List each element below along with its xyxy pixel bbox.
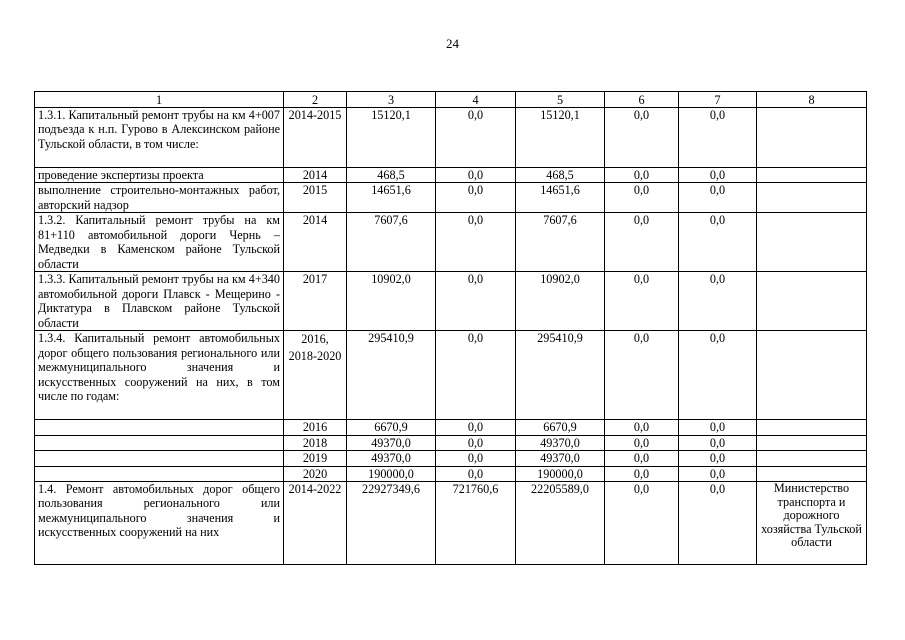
item-c4: 0,0	[436, 331, 516, 420]
item-c6: 0,0	[605, 331, 679, 420]
item-total: 6670,9	[347, 420, 436, 435]
item-total: 468,5	[347, 168, 436, 183]
item-executor	[757, 451, 867, 466]
table-row	[35, 420, 867, 435]
item-name: выполнение строительно-монтажных работ, авторский надзор	[35, 183, 284, 213]
item-c4: 0,0	[436, 466, 516, 481]
item-name	[35, 466, 284, 481]
item-executor	[757, 183, 867, 213]
table-header-row	[35, 92, 867, 108]
item-total: 7607,6	[347, 213, 436, 272]
table-row	[35, 272, 867, 331]
item-executor	[757, 466, 867, 481]
item-executor	[757, 420, 867, 435]
item-c5: 49370,0	[516, 435, 605, 450]
table-row	[35, 482, 867, 565]
item-years: 2014-2022	[284, 482, 347, 565]
table-row	[35, 183, 867, 213]
item-name: 1.3.3. Капитальный ремонт трубы на км 4+340 автомобильной дороги Плавск - Мещерино - Диктатура в Плавском районе Тульской области	[35, 272, 284, 331]
table-row	[35, 213, 867, 272]
item-c6: 0,0	[605, 108, 679, 168]
item-executor	[757, 108, 867, 168]
item-c5: 49370,0	[516, 451, 605, 466]
item-total: 10902,0	[347, 272, 436, 331]
table-row	[35, 466, 867, 481]
item-c7: 0,0	[679, 183, 757, 213]
item-c5: 10902,0	[516, 272, 605, 331]
item-years: 2019	[284, 451, 347, 466]
item-total: 295410,9	[347, 331, 436, 420]
page-number: 24	[446, 36, 459, 51]
item-total: 49370,0	[347, 451, 436, 466]
item-c7: 0,0	[679, 168, 757, 183]
item-total: 49370,0	[347, 435, 436, 450]
item-years: 2018	[284, 435, 347, 450]
item-executor	[757, 331, 867, 420]
item-c4: 0,0	[436, 213, 516, 272]
item-years: 2014	[284, 168, 347, 183]
table-row	[35, 108, 867, 168]
item-name: 1.4. Ремонт автомобильных дорог общего пользования регионального или межмуниципального значения и искусственных сооружений на них	[35, 482, 284, 565]
item-c4: 721760,6	[436, 482, 516, 565]
table-row	[35, 435, 867, 450]
item-years: 2014	[284, 213, 347, 272]
item-name: 1.3.2. Капитальный ремонт трубы на км 81+110 автомобильной дороги Чернь – Медведки в Каменском районе Тульской области	[35, 213, 284, 272]
item-name: 1.3.4. Капитальный ремонт автомобильных дорог общего пользования регионального или межмуниципального значения и искусственных сооружений на них, в том числе по годам:	[35, 331, 284, 420]
table-row	[35, 451, 867, 466]
item-c4: 0,0	[436, 183, 516, 213]
header-cell: 3	[347, 92, 436, 108]
item-c7: 0,0	[679, 213, 757, 272]
header-cell: 4	[436, 92, 516, 108]
item-c6: 0,0	[605, 272, 679, 331]
item-c4: 0,0	[436, 420, 516, 435]
item-years: 2015	[284, 183, 347, 213]
header-cell: 8	[757, 92, 867, 108]
item-c5: 6670,9	[516, 420, 605, 435]
item-name: 1.3.1. Капитальный ремонт трубы на км 4+007 подъезда к н.п. Гурово в Алексинском районе Тульской области, в том числе:	[35, 108, 284, 168]
item-c7: 0,0	[679, 466, 757, 481]
item-total: 15120,1	[347, 108, 436, 168]
header-cell: 2	[284, 92, 347, 108]
item-executor	[757, 213, 867, 272]
item-c6: 0,0	[605, 466, 679, 481]
item-c7: 0,0	[679, 420, 757, 435]
item-c4: 0,0	[436, 435, 516, 450]
item-c4: 0,0	[436, 272, 516, 331]
item-c4: 0,0	[436, 108, 516, 168]
item-total: 14651,6	[347, 183, 436, 213]
item-c5: 190000,0	[516, 466, 605, 481]
header-cell: 6	[605, 92, 679, 108]
item-c5: 14651,6	[516, 183, 605, 213]
item-c6: 0,0	[605, 435, 679, 450]
item-executor	[757, 168, 867, 183]
item-c6: 0,0	[605, 183, 679, 213]
header-cell: 1	[35, 92, 284, 108]
item-c4: 0,0	[436, 168, 516, 183]
item-years: 2017	[284, 272, 347, 331]
item-years: 2016, 2018-2020	[284, 331, 347, 420]
header-cell: 5	[516, 92, 605, 108]
item-total: 190000,0	[347, 466, 436, 481]
table-row	[35, 331, 867, 420]
item-executor: Министерство транспорта и дорожного хозяйства Тульской области	[757, 482, 867, 565]
item-c5: 7607,6	[516, 213, 605, 272]
item-c6: 0,0	[605, 451, 679, 466]
item-years: 2020	[284, 466, 347, 481]
program-table	[34, 91, 867, 565]
item-c5: 15120,1	[516, 108, 605, 168]
table-row	[35, 168, 867, 183]
item-executor	[757, 272, 867, 331]
item-c7: 0,0	[679, 108, 757, 168]
item-c7: 0,0	[679, 272, 757, 331]
item-c6: 0,0	[605, 213, 679, 272]
item-c5: 468,5	[516, 168, 605, 183]
item-c5: 22205589,0	[516, 482, 605, 565]
item-name	[35, 420, 284, 435]
item-c7: 0,0	[679, 331, 757, 420]
item-c4: 0,0	[436, 451, 516, 466]
item-years: 2014-2015	[284, 108, 347, 168]
item-c6: 0,0	[605, 482, 679, 565]
header-cell: 7	[679, 92, 757, 108]
item-c5: 295410,9	[516, 331, 605, 420]
item-c6: 0,0	[605, 168, 679, 183]
item-c7: 0,0	[679, 482, 757, 565]
item-name	[35, 451, 284, 466]
item-c7: 0,0	[679, 451, 757, 466]
item-c7: 0,0	[679, 435, 757, 450]
item-years: 2016	[284, 420, 347, 435]
item-name: проведение экспертизы проекта	[35, 168, 284, 183]
item-total: 22927349,6	[347, 482, 436, 565]
item-name	[35, 435, 284, 450]
item-c6: 0,0	[605, 420, 679, 435]
item-executor	[757, 435, 867, 450]
